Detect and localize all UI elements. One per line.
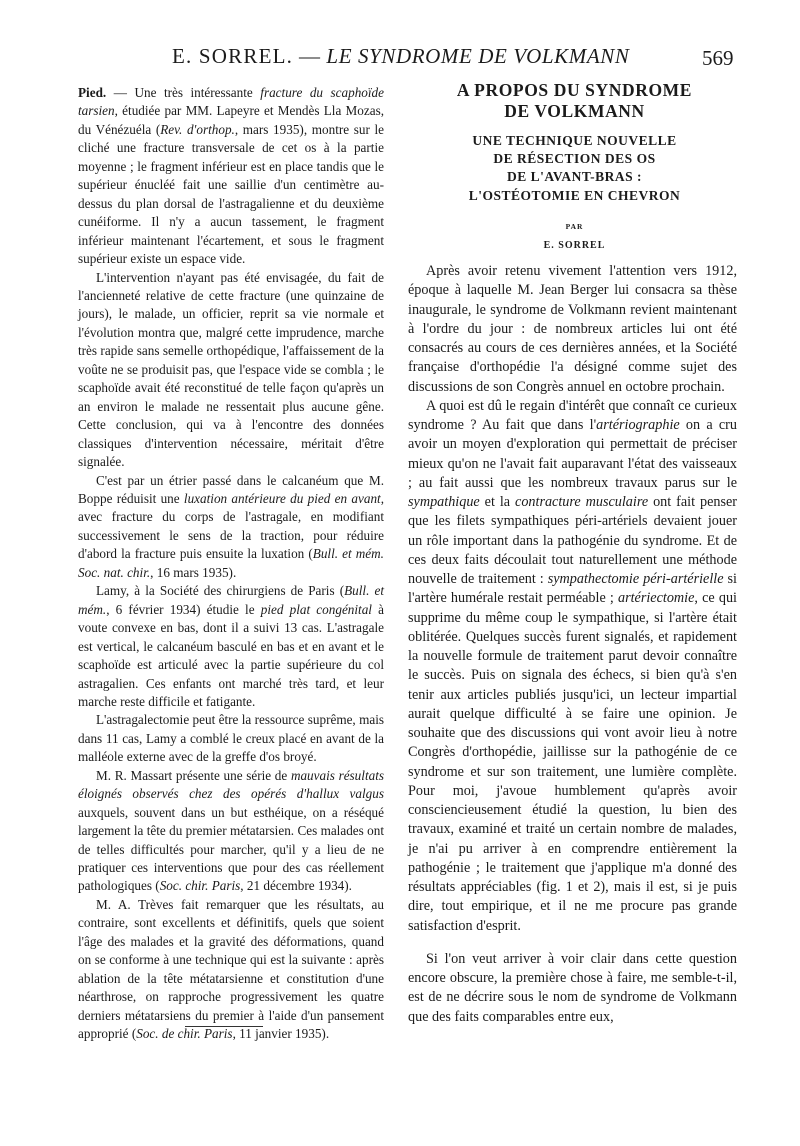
italic-run: fracture du scaphoïde tarsien xyxy=(78,85,385,119)
byline-author: E. SORREL xyxy=(543,239,606,251)
paragraph xyxy=(78,582,384,711)
text-run: , avec fracture du corps de l'astragale, en modifiant successivement le sens de la traction, pour réduire d'abord la fracture puis ensuite la luxation ( xyxy=(78,490,384,562)
article-title-line: A PROPOS DU SYNDROME xyxy=(456,80,693,100)
citation: Bull. et mém. xyxy=(78,583,385,617)
paragraph xyxy=(78,896,384,1044)
article-header xyxy=(410,80,739,251)
running-head-dash: — xyxy=(298,44,321,68)
page-number: 569 xyxy=(702,46,734,70)
text-run: et la xyxy=(479,494,516,510)
italic-run: mauvais résultats éloignés observés chez des opérés d'hallux valgus xyxy=(78,767,384,802)
paragraph-pied xyxy=(78,84,384,269)
paragraph xyxy=(78,472,384,583)
italic-run: luxation antérieure du pied en avant xyxy=(183,490,381,506)
paragraph: Après avoir retenu vivement l'attention vers 1912, époque à laquelle M. Jean Berger lui consacra sa thèse inaugurale, le syndrome de Volkmann revient maintenant à l'ordre du jour : de nombreux articles lui ont été consacrés au cours de ces dernières années, et la Société française d'orthopédie l'a désigné comme sujet des discussions de son Congrès annuel en octobre prochain. xyxy=(408,263,737,395)
article-subtitle-line: DE L'AVANT-BRAS : xyxy=(506,169,643,185)
italic-run: artériographie xyxy=(596,417,680,433)
text-run: , 11 janvier 1935). xyxy=(232,1026,330,1042)
text-run: — Une très intéressante xyxy=(106,85,261,100)
section-end-rule xyxy=(185,1026,263,1027)
paragraph: Si l'on veut arriver à voir clair dans cette question encore obscure, la première chose à faire, me semble-t-il, est de ne décrire sous le nom de syndrome de Volkmann que des faits comparables entre eux, xyxy=(408,950,737,1025)
paragraph: L'astragalectomie peut être la ressource suprême, mais dans 11 cas, Lamy a comblé le creux placé en avant de la malléole externe avec de la greffe d'os broyé. xyxy=(78,712,384,765)
paragraph-lead: Pied. xyxy=(78,85,107,100)
citation: Soc. de chir. Paris xyxy=(136,1026,233,1042)
text-run: ont fait penser que les filets sympathiques péri-artériels devaient jouer un rôle important dans la pathogénie du syndrome. Et de ces deux faits découlait tout naturellement une méthode nouvelle de traitement : xyxy=(408,494,738,587)
text-run: à voute convexe en bas, dont il a suivi 13 cas. L'astragale est vertical, le calcanéum basculé en bas et en avant et le scaphoïde est articulé avec la partie supérieure du col astragalien. Ces enfants ont marché très tard, et leur marche reste difficile et fatigante. xyxy=(78,601,385,709)
article-title xyxy=(410,80,739,122)
text-run: , 21 décembre 1934). xyxy=(240,878,352,894)
citation: Soc. chir. Paris xyxy=(159,878,241,894)
paragraph xyxy=(408,397,737,936)
text-run: A quoi est dû le regain d'intérêt que connaît ce curieux syndrome ? Au fait que dans l' xyxy=(408,397,737,433)
article-subtitle-line: UNE TECHNIQUE NOUVELLE xyxy=(472,133,677,148)
text-run: , 6 février 1934) étudie le xyxy=(106,601,261,617)
running-head-title xyxy=(172,44,642,69)
text-run: , mars 1935), montre sur le cliché une fracture transversale de cet os à la partie moyenne ; le fragment inférieur est en place tandis que le supérieur énucléé fait une saillie d'un centimètre au-dessus du plan dorsal de l'astragalienne et du deuxième cunéiforme. Il n'y a aucun tassement, le fragment inférieur maintenant l'écartement, et sous le fragment supérieur existe un espace vide. xyxy=(78,121,385,267)
byline-par: PAR xyxy=(565,221,584,231)
paragraph xyxy=(78,767,384,896)
text-run: , ce qui supprime du même coup le sympathique, si l'artère était oblitérée. Quelques succès furent signalés, et rapidement la nouvelle formule de traitement parut devoir connaître le succès. Puis on signala des échecs, si bien qu'à s'en tenir aux articles publiés jusqu'ici, un lecteur impartial aurait quelque difficulté à se faire une opinion. Je souhaite que des discussions qui vont avoir lieu à notre Congrès d'orthopédie, jaillisse sur la pathogénie de ce syndrome et sur son traitement, une lumière complète. Pour moi, j'avoue humblement qu'après avoir consciencieusement étudié la question, lu bien des travaux, examiné et traité un certain nombre de malades, je n'ai pu arriver à en comprendre entièrement la pathogénie ; le traitement que j'applique m'a donné des résultats appréciables (fig. 1 et 2), mais il est, si je puis dire, tout empirique, et il ne me procure pas grande satisfaction d'esprit. xyxy=(408,590,737,934)
text-run: , étudiée par MM. Lapeyre et Mendès Lla Mozas, du Vénézuéla ( xyxy=(78,103,384,137)
running-head-article-title: LE SYNDROME DE VOLKMANN xyxy=(326,44,630,68)
text-run: M. R. Massart présente une série de xyxy=(96,767,291,783)
right-column xyxy=(408,262,737,1027)
italic-run: sympathique xyxy=(408,494,480,510)
left-column xyxy=(78,84,384,1044)
article-title-line: DE VOLKMANN xyxy=(504,101,645,121)
running-head-author: E. SORREL. xyxy=(172,44,294,68)
italic-run: sympathectomie péri-artérielle xyxy=(547,571,724,587)
text-run: Lamy, à la Société des chirurgiens de Paris ( xyxy=(96,583,345,599)
text-run: auxquels, souvent dans un but esthéique, on a réséqué largement la tête du premier métatarsien. Ces malades ont de telles difficultés pour marcher, qu'il y a lieu de ne pratiquer ces interventions que pour des cas réellement pathologiques ( xyxy=(78,804,384,894)
article-subtitle xyxy=(410,132,739,205)
italic-run: pied plat congénital xyxy=(260,601,372,617)
italic-run: artériectomie xyxy=(617,590,695,607)
citation: Rev. d'orthop. xyxy=(160,121,235,137)
text-run: M. A. Trèves fait remarquer que les résultats, au contraire, sont excellents et définitifs, quels que soient l'âge des malades et la gravité des déformations, quand on se conforme à une technique qui est la suivante : après ablation de la tête métatarsienne et constitution d'une néarthrose, on rapproche progressivement les quatre derniers métatarsiens du premier à l'aide d'un pansement approprié ( xyxy=(78,896,384,1042)
text-run: si l'artère humérale restait perméable ; xyxy=(408,571,738,607)
text-run: , 16 mars 1935). xyxy=(150,564,237,580)
paragraph: L'intervention n'ayant pas été envisagée, du fait de l'ancienneté relative de cette fracture (une quinzaine de jours), le malade, un officier, reprit sa vie normale et l'évolution montra que, malgré cette imprudence, marche très rapide sans semelle orthopédique, l'affaissement de la voûte ne se produisit pas, que l'espace vide se combla ; le scaphoïde avait été reconstitué de telle façon qu'après un an environ le malade ne ressentait plus aucune gêne. Cette conclusion, qui va à l'encontre des données classiques d'intervention nécessaire, méritait d'être signalée. xyxy=(78,269,384,470)
article-subtitle-line: L'OSTÉOTOMIE EN CHEVRON xyxy=(468,187,681,203)
text-run: C'est par un étrier passé dans le calcanéum que M. Boppe réduisit une xyxy=(78,472,384,506)
article-subtitle-line: DE RÉSECTION DES OS xyxy=(493,151,656,167)
text-run: on a cru avoir un moyen d'exploration qui permettait de préciser mieux qu'on ne l'avait fait auparavant l'état des vaisseaux ; au fait aussi que les nombreux travaux parus sur le xyxy=(408,417,738,491)
citation: Bull. et mém. Soc. nat. chir. xyxy=(78,546,384,580)
italic-run: contracture musculaire xyxy=(515,494,649,510)
running-head xyxy=(0,40,800,80)
